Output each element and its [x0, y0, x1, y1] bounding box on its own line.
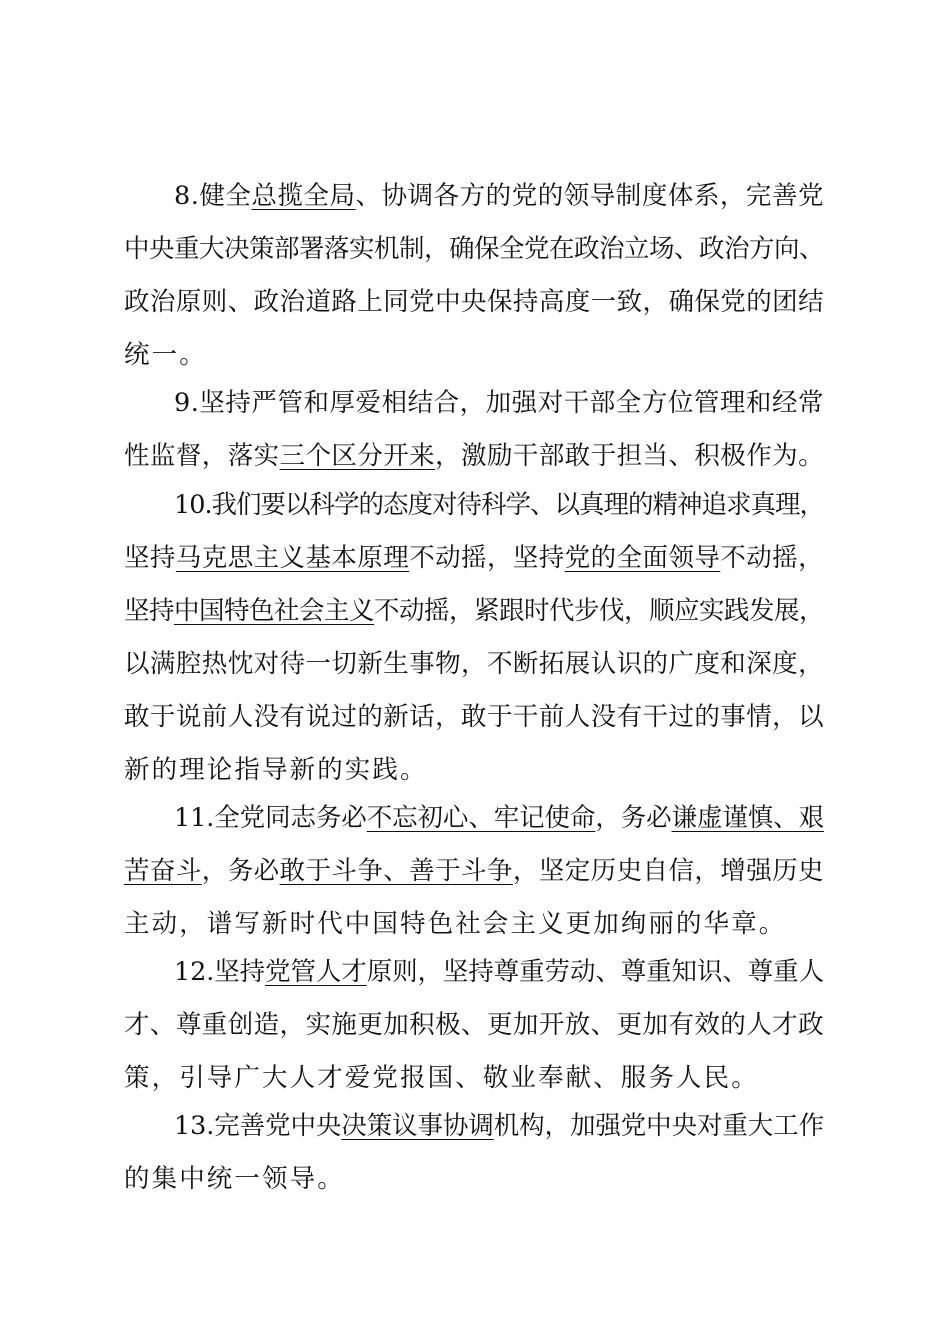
paragraph-p10-line-6: [124, 754, 428, 786]
text-run: 不动摇，: [720, 543, 825, 573]
text-run: 策，引导广大人才爱党报国、敬业奉献、服务人民。: [124, 1063, 759, 1093]
text-run: 10.我们要以科学的态度对待科学、以真理的精神追求真理，: [174, 490, 824, 520]
paragraph-p8-line-2: [124, 233, 824, 265]
text-run: 机构，加强党中央对重大工作: [493, 1111, 824, 1141]
paragraph-p10-line-2: [124, 542, 824, 574]
text-run: 12.坚持: [174, 957, 266, 987]
text-run: 不动摇，坚持: [409, 543, 565, 573]
text-run: 的集中统一领导。: [124, 1164, 345, 1194]
text-run: 以满腔热忱对待一切新生事物，不断拓展认识的广度和深度，: [124, 649, 824, 679]
text-run: 才、尊重创造，实施更加积极、更加开放、更加有效的人才政: [124, 1010, 824, 1040]
text-run: 8.健全: [174, 181, 252, 211]
paragraph-p10-line-3: [124, 595, 824, 627]
text-run: 不动摇，紧跟时代步伐，顺应实践发展，: [374, 596, 824, 626]
paragraph-p12-line-3: [124, 1062, 759, 1094]
paragraph-p12-line-2: [124, 1009, 824, 1041]
text-run: 11.全党同志务必: [174, 803, 367, 833]
text-run: 坚持: [124, 543, 176, 573]
paragraph-p8-line-4: [124, 339, 207, 371]
paragraph-p13-line-2: [124, 1163, 345, 1195]
paragraph-p10-line-1: [174, 489, 824, 521]
underlined-phrase: 谦虚谨慎、艰: [671, 803, 824, 833]
text-run: 原则，坚持尊重劳动、尊重知识、尊重人: [366, 957, 824, 987]
underlined-phrase: 党的全面领导: [564, 543, 721, 573]
text-run: 敢于说前人没有说过的新话，敢于干前人没有干过的事情，以: [124, 702, 824, 732]
underlined-phrase: 党管人才: [265, 957, 367, 987]
paragraph-p10-line-4: [124, 648, 824, 680]
paragraph-p12-line-1: [174, 956, 824, 988]
paragraph-p11-line-1: [174, 802, 824, 834]
text-run: 统一。: [124, 340, 207, 370]
text-run: 13.完善党中央: [174, 1111, 342, 1141]
underlined-phrase: 总揽全局: [251, 181, 356, 211]
text-run: 、协调各方的党的领导制度体系，完善党: [355, 181, 824, 211]
text-run: ，务必: [201, 856, 280, 886]
underlined-phrase: 中国特色社会主义: [174, 596, 374, 626]
underlined-phrase: 敢于斗争、善于斗争: [279, 856, 513, 886]
paragraph-p10-line-5: [124, 701, 824, 733]
text-run: 坚持: [124, 596, 174, 626]
paragraph-p9-line-1: [174, 387, 824, 419]
underlined-phrase: 马克思主义基本原理: [175, 543, 410, 573]
text-run: ，坚定历史自信，增强历史: [512, 856, 824, 886]
text-run: 中央重大决策部署落实机制，确保全党在政治立场、政治方向、: [124, 234, 824, 264]
text-run: 新的理论指导新的实践。: [124, 755, 428, 785]
underlined-phrase: 决策议事协调: [341, 1111, 494, 1141]
text-run: 性监督，落实: [124, 441, 280, 471]
paragraph-p8-line-3: [124, 286, 824, 318]
underlined-phrase: 苦奋斗: [124, 856, 202, 886]
underlined-phrase: 不忘初心、牢记使命: [366, 803, 596, 833]
text-run: ，务必: [595, 803, 672, 833]
text-run: ，激励干部敢于担当、积极作为。: [435, 441, 824, 471]
paragraph-p8-line-1: [174, 180, 824, 212]
underlined-phrase: 三个区分开来: [279, 441, 436, 471]
text-run: 主动，谱写新时代中国特色社会主义更加绚丽的华章。: [124, 909, 787, 939]
text-run: 政治原则、政治道路上同党中央保持高度一致，确保党的团结: [124, 287, 824, 317]
paragraph-p11-line-3: [124, 908, 786, 940]
paragraph-p9-line-2: [124, 440, 824, 472]
paragraph-p13-line-1: [174, 1110, 824, 1142]
paragraph-p11-line-2: [124, 855, 824, 887]
text-run: 9.坚持严管和厚爱相结合，加强对干部全方位管理和经常: [174, 388, 824, 418]
